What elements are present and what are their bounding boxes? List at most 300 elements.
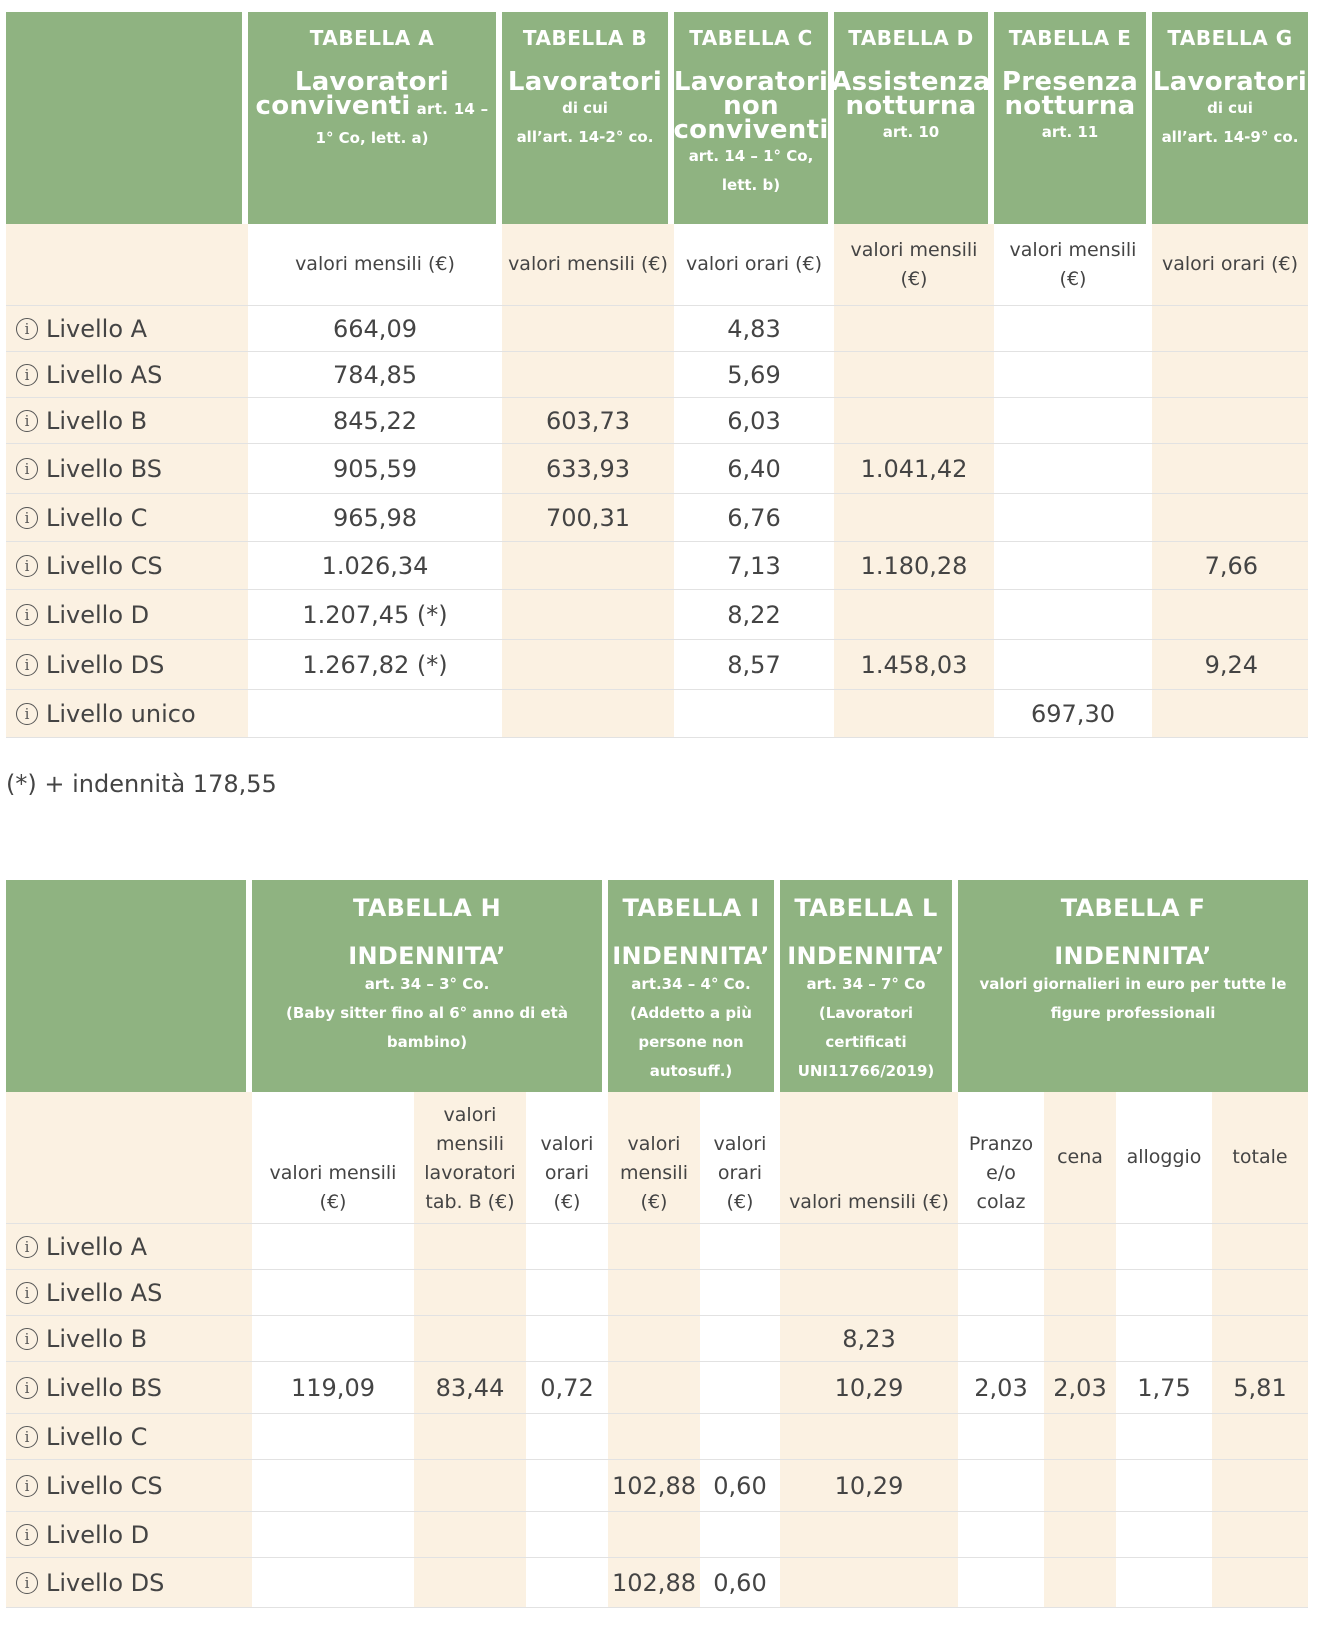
value-cell: 965,98 [248, 494, 502, 541]
unit-line: (€) [640, 1191, 668, 1213]
unit-line: totale [1232, 1146, 1288, 1168]
level-name: Livello CS [46, 551, 163, 580]
value-cell: 1.026,34 [248, 542, 502, 589]
table-row [6, 1316, 1308, 1362]
row-label [6, 590, 248, 639]
row-label [6, 1512, 252, 1557]
value-cell [414, 1558, 526, 1607]
value-cell: 1.041,42 [834, 444, 994, 493]
table-row [6, 1270, 1308, 1316]
unit-header: valori orari (€) [674, 224, 834, 305]
value-cell: 784,85 [248, 352, 502, 397]
level-name: Livello B [46, 406, 148, 435]
value-cell: 0,60 [700, 1460, 780, 1511]
unit-line: mensili [436, 1133, 504, 1155]
value-cell [414, 1460, 526, 1511]
table-row [6, 398, 1308, 444]
table-row [6, 640, 1308, 690]
header-cell [1152, 12, 1308, 224]
table-title: INDENNITA’ [1054, 942, 1212, 970]
value-cell [958, 1460, 1044, 1511]
header-row [6, 12, 1308, 224]
value-cell [502, 306, 674, 351]
unit-header: valori mensili (€) [834, 224, 994, 305]
value-cell [1044, 1224, 1116, 1269]
table-subtitle: art. 34 – 3° Co. [364, 975, 490, 993]
unit-header: valori mensili (€) [502, 224, 674, 305]
value-cell [1212, 1460, 1308, 1511]
value-cell [414, 1316, 526, 1361]
value-cell [526, 1512, 608, 1557]
header-row [6, 880, 1308, 1092]
value-cell: 664,09 [248, 306, 502, 351]
value-cell: 8,22 [674, 590, 834, 639]
value-cell [700, 1414, 780, 1459]
table-name: TABELLA I [622, 894, 760, 922]
table-row [6, 306, 1308, 352]
table-subtitle: art.34 – 4° Co. [631, 975, 751, 993]
value-cell [526, 1224, 608, 1269]
unit-header: valori mensili (€) [994, 224, 1152, 305]
value-cell [700, 1362, 780, 1413]
info-icon: i [16, 604, 38, 626]
table-subtitle: lett. b) [721, 176, 781, 194]
value-cell: 119,09 [252, 1362, 414, 1413]
row-label [6, 494, 248, 541]
value-cell [1044, 1316, 1116, 1361]
level-name: Livello DS [46, 650, 165, 679]
table-subtitle: di cui [562, 99, 608, 117]
value-cell [502, 690, 674, 737]
value-cell [780, 1512, 958, 1557]
value-cell: 102,88 [608, 1460, 700, 1511]
table-title: Lavoratori [673, 67, 829, 97]
value-cell: 10,29 [780, 1362, 958, 1413]
value-cell [834, 590, 994, 639]
table-name: TABELLA F [1060, 894, 1206, 922]
unit-line: valori [540, 1133, 594, 1155]
unit-line: colaz [976, 1191, 1026, 1213]
level-name: Livello AS [46, 360, 163, 389]
level-name: Livello unico [46, 699, 196, 728]
value-cell [1116, 1270, 1212, 1315]
unit-line: valori [443, 1104, 497, 1126]
level-name: Livello DS [46, 1568, 165, 1597]
info-icon: i [16, 654, 38, 676]
table-subtitle: UNI11766/2019) [797, 1062, 935, 1080]
value-cell [1212, 1512, 1308, 1557]
value-cell [994, 542, 1152, 589]
unit-line: Pranzo [968, 1133, 1034, 1155]
value-cell: 6,40 [674, 444, 834, 493]
row-label [6, 1414, 252, 1459]
value-cell [1152, 352, 1308, 397]
table-row [6, 1414, 1308, 1460]
value-cell [834, 398, 994, 443]
value-cell: 8,57 [674, 640, 834, 689]
value-cell [608, 1362, 700, 1413]
value-cell [608, 1512, 700, 1557]
table-subtitle: 1° Co, lett. a) [315, 129, 429, 147]
table-title: Lavoratori [507, 67, 663, 97]
subheader-row [6, 224, 1308, 306]
table-subtitle: all’art. 14-9° co. [1161, 128, 1299, 146]
table-subtitle: certificati [825, 1033, 907, 1051]
value-cell: 5,69 [674, 352, 834, 397]
value-cell [414, 1512, 526, 1557]
table-title: Lavoratori [1152, 67, 1308, 97]
value-cell [608, 1224, 700, 1269]
table-row [6, 690, 1308, 738]
unit-header [608, 1092, 700, 1223]
table-title: non [723, 91, 779, 121]
value-cell [958, 1270, 1044, 1315]
row-label [6, 306, 248, 351]
value-cell [414, 1270, 526, 1315]
table-h-f [6, 880, 1308, 1608]
value-cell [1116, 1512, 1212, 1557]
value-cell [1212, 1316, 1308, 1361]
value-cell [1152, 494, 1308, 541]
level-name: Livello A [46, 314, 148, 343]
value-cell [994, 352, 1152, 397]
value-cell: 2,03 [1044, 1362, 1116, 1413]
info-icon: i [16, 507, 38, 529]
unit-line: valori [713, 1133, 767, 1155]
unit-line: tab. B (€) [425, 1191, 515, 1213]
value-cell [252, 1224, 414, 1269]
info-icon: i [16, 364, 38, 386]
table-title: Presenza [1001, 67, 1139, 97]
level-name: Livello A [46, 1232, 148, 1261]
value-cell [1116, 1460, 1212, 1511]
value-cell: 633,93 [502, 444, 674, 493]
row-label [6, 1460, 252, 1511]
value-cell [958, 1558, 1044, 1607]
table-row [6, 1558, 1308, 1608]
value-cell: 0,72 [526, 1362, 608, 1413]
level-name: Livello D [46, 1520, 150, 1549]
value-cell [252, 1460, 414, 1511]
table-row [6, 1362, 1308, 1414]
table-subtitle: (Addetto a più [630, 1004, 752, 1022]
value-cell [526, 1558, 608, 1607]
value-cell [1152, 306, 1308, 351]
value-cell [502, 590, 674, 639]
table-subtitle: persone non [638, 1033, 744, 1051]
unit-line: (€) [553, 1191, 581, 1213]
table-subtitle: art. 11 [1041, 123, 1099, 141]
value-cell [1152, 590, 1308, 639]
header-cell [831, 12, 994, 224]
row-label [6, 1270, 252, 1315]
value-cell [958, 1224, 1044, 1269]
row-label [6, 1558, 252, 1607]
value-cell [1044, 1558, 1116, 1607]
row-label [6, 542, 248, 589]
table-subtitle: art. 10 [882, 123, 940, 141]
table-subtitle: (Baby sitter fino al 6° anno di età [286, 1004, 568, 1022]
table-row [6, 590, 1308, 640]
value-cell [526, 1270, 608, 1315]
row-label [6, 1224, 252, 1269]
value-cell [252, 1512, 414, 1557]
value-cell: 10,29 [780, 1460, 958, 1511]
info-icon: i [16, 318, 38, 340]
value-cell [780, 1224, 958, 1269]
value-cell [958, 1512, 1044, 1557]
row-label [6, 352, 248, 397]
value-cell [994, 590, 1152, 639]
header-cell [958, 880, 1308, 1092]
value-cell [608, 1316, 700, 1361]
table-subtitle: autosuff.) [649, 1062, 733, 1080]
footnote: (*) + indennità 178,55 [6, 770, 277, 798]
unit-line: alloggio [1126, 1146, 1202, 1168]
value-cell [834, 494, 994, 541]
value-cell [1212, 1414, 1308, 1459]
unit-header [1212, 1092, 1308, 1223]
info-icon: i [16, 1377, 38, 1399]
value-cell [1116, 1414, 1212, 1459]
header-corner [6, 880, 252, 1092]
info-icon: i [16, 1426, 38, 1448]
info-icon: i [16, 458, 38, 480]
value-cell [994, 306, 1152, 351]
value-cell [994, 398, 1152, 443]
unit-header [700, 1092, 780, 1223]
header-corner [6, 12, 248, 224]
value-cell [502, 542, 674, 589]
value-cell [1212, 1270, 1308, 1315]
unit-line: e/o [986, 1162, 1016, 1184]
table-subtitle: art. 14 – 1° Co, [688, 147, 814, 165]
table-name: TABELLA C [689, 26, 813, 50]
value-cell: 0,60 [700, 1558, 780, 1607]
table-a-g [6, 12, 1308, 738]
value-cell [1116, 1558, 1212, 1607]
table-title: notturna [845, 91, 977, 121]
value-cell [1152, 398, 1308, 443]
value-cell [414, 1224, 526, 1269]
value-cell: 8,23 [780, 1316, 958, 1361]
value-cell [1212, 1224, 1308, 1269]
value-cell [780, 1558, 958, 1607]
value-cell [1044, 1512, 1116, 1557]
unit-line: cena [1057, 1146, 1103, 1168]
unit-line: (€) [726, 1191, 754, 1213]
value-cell [994, 640, 1152, 689]
value-cell [700, 1512, 780, 1557]
info-icon: i [16, 1236, 38, 1258]
info-icon: i [16, 555, 38, 577]
table-title [255, 91, 489, 124]
unit-header [1116, 1092, 1212, 1223]
value-cell [502, 640, 674, 689]
value-cell [1116, 1316, 1212, 1361]
table-title: Assistenza [831, 67, 991, 97]
table-name: TABELLA B [522, 26, 648, 50]
value-cell: 102,88 [608, 1558, 700, 1607]
header-cell [502, 12, 674, 224]
table-title: conviventi [673, 115, 829, 145]
table-row [6, 542, 1308, 590]
value-cell: 6,76 [674, 494, 834, 541]
value-cell: 1,75 [1116, 1362, 1212, 1413]
row-label [6, 444, 248, 493]
value-cell [994, 444, 1152, 493]
unit-line: valori mensili [269, 1162, 397, 1184]
level-name: Livello C [46, 1422, 148, 1451]
table-row [6, 1224, 1308, 1270]
level-name: Livello B [46, 1324, 148, 1353]
table-title: Lavoratori [294, 67, 450, 97]
value-cell: 603,73 [502, 398, 674, 443]
unit-line: mensili [620, 1162, 688, 1184]
value-cell [526, 1460, 608, 1511]
subheader-corner [6, 224, 248, 305]
table-name: TABELLA E [1008, 26, 1132, 50]
unit-line: lavoratori [424, 1162, 516, 1184]
value-cell: 1.267,82 (*) [248, 640, 502, 689]
value-cell [834, 306, 994, 351]
subheader-row [6, 1092, 1308, 1224]
value-cell: 845,22 [248, 398, 502, 443]
table-title: notturna [1004, 91, 1136, 121]
table-row [6, 1512, 1308, 1558]
value-cell [958, 1316, 1044, 1361]
value-cell [834, 352, 994, 397]
row-label [6, 690, 248, 737]
level-name: Livello AS [46, 1278, 163, 1307]
table-name: TABELLA D [848, 26, 974, 50]
table-row [6, 444, 1308, 494]
value-cell: 905,59 [248, 444, 502, 493]
value-cell [526, 1414, 608, 1459]
unit-header [1044, 1092, 1116, 1223]
level-name: Livello CS [46, 1471, 163, 1500]
value-cell: 700,31 [502, 494, 674, 541]
table-subtitle: di cui [1207, 99, 1253, 117]
unit-header [780, 1092, 958, 1223]
value-cell: 5,81 [1212, 1362, 1308, 1413]
header-cell [608, 880, 780, 1092]
row-label [6, 1362, 252, 1413]
value-cell: 6,03 [674, 398, 834, 443]
info-icon: i [16, 1328, 38, 1350]
header-cell [780, 880, 958, 1092]
table-subtitle: valori giornalieri in euro per tutte le [979, 975, 1287, 993]
unit-header [958, 1092, 1044, 1223]
subheader-corner [6, 1092, 252, 1223]
unit-line: (€) [319, 1191, 347, 1213]
table-name: TABELLA A [309, 26, 435, 50]
table-title: INDENNITA’ [612, 942, 770, 970]
info-icon: i [16, 703, 38, 725]
value-cell [1044, 1460, 1116, 1511]
value-cell [1044, 1414, 1116, 1459]
value-cell [252, 1270, 414, 1315]
unit-line: valori [627, 1133, 681, 1155]
unit-header: valori orari (€) [1152, 224, 1308, 305]
table-row [6, 352, 1308, 398]
level-name: Livello BS [46, 1373, 162, 1402]
value-cell [700, 1224, 780, 1269]
value-cell [252, 1414, 414, 1459]
level-name: Livello D [46, 600, 150, 629]
table-subtitle: figure professionali [1050, 1004, 1216, 1022]
value-cell [1212, 1558, 1308, 1607]
value-cell [526, 1316, 608, 1361]
table-row [6, 494, 1308, 542]
value-cell [674, 690, 834, 737]
value-cell [608, 1414, 700, 1459]
value-cell [1152, 444, 1308, 493]
value-cell: 4,83 [674, 306, 834, 351]
unit-line: valori mensili (€) [789, 1191, 949, 1213]
value-cell [502, 352, 674, 397]
value-cell [608, 1270, 700, 1315]
value-cell [252, 1558, 414, 1607]
row-label [6, 640, 248, 689]
unit-header [252, 1092, 414, 1223]
header-cell [994, 12, 1152, 224]
row-label [6, 398, 248, 443]
value-cell: 7,13 [674, 542, 834, 589]
info-icon: i [16, 410, 38, 432]
value-cell [958, 1414, 1044, 1459]
table-row [6, 1460, 1308, 1512]
table-title: INDENNITA’ [787, 942, 945, 970]
table-subtitle: (Lavoratori [818, 1004, 914, 1022]
value-cell: 697,30 [994, 690, 1152, 737]
header-cell [248, 12, 502, 224]
table-subtitle: all’art. 14-2° co. [516, 128, 654, 146]
header-cell [252, 880, 608, 1092]
value-cell [1116, 1224, 1212, 1269]
unit-header [526, 1092, 608, 1223]
table-title-tail: art. 14 – [416, 100, 489, 118]
info-icon: i [16, 1282, 38, 1304]
level-name: Livello C [46, 503, 148, 532]
value-cell [994, 494, 1152, 541]
unit-line: orari [544, 1162, 590, 1184]
value-cell [248, 690, 502, 737]
value-cell [780, 1414, 958, 1459]
value-cell [252, 1316, 414, 1361]
value-cell: 1.180,28 [834, 542, 994, 589]
value-cell [700, 1270, 780, 1315]
value-cell [1152, 690, 1308, 737]
value-cell: 7,66 [1152, 542, 1308, 589]
value-cell: 2,03 [958, 1362, 1044, 1413]
table-subtitle: bambino) [386, 1033, 468, 1051]
value-cell: 1.458,03 [834, 640, 994, 689]
table-name: TABELLA H [352, 894, 502, 922]
table-subtitle: art. 34 – 7° Co [806, 975, 926, 993]
level-name: Livello BS [46, 454, 162, 483]
table-title-part: conviventi [255, 91, 411, 121]
value-cell [700, 1316, 780, 1361]
value-cell [780, 1270, 958, 1315]
value-cell [414, 1414, 526, 1459]
info-icon: i [16, 1572, 38, 1594]
unit-header [414, 1092, 526, 1223]
table-name: TABELLA G [1167, 26, 1293, 50]
table-title: INDENNITA’ [348, 942, 506, 970]
value-cell: 1.207,45 (*) [248, 590, 502, 639]
unit-line: orari [717, 1162, 763, 1184]
